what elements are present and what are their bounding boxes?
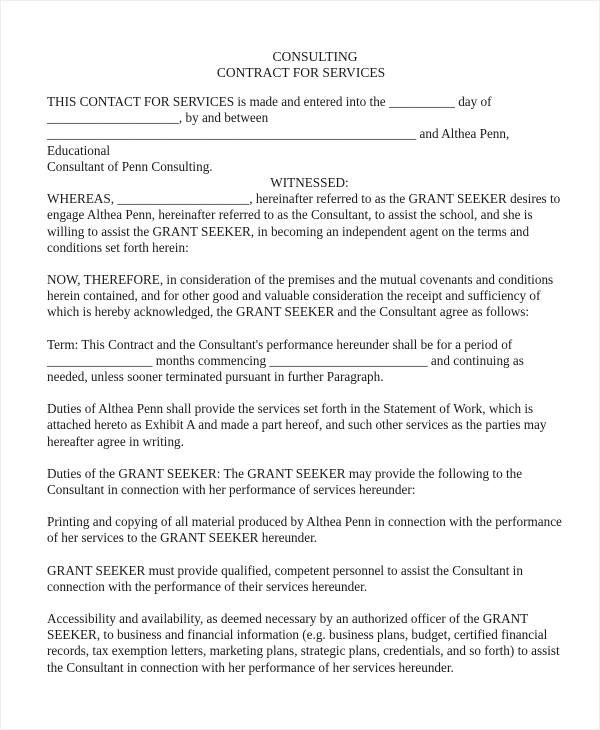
whereas-paragraph [47,191,562,256]
blank-party: ________________________________________________________ [47,126,417,142]
term-text: Term: This Contract and the Consultant's performance hereunder shall be for a period of [47,336,513,352]
blank-day: __________ [388,94,455,109]
printing-paragraph: Printing and copying of all material produced by Althea Penn in connection with the performance of her services to the GRANT SEEKER hereunder. [47,514,562,546]
whereas-text: , hereinafter referred to as the GRANT SEEKER desires to engage Althea Penn, hereinafter referred to as the Consultant, to assist the school, and she is willing to assist the GRANT SEEKER, in becoming an independent agent on the terms and conditions set forth herein: [47,191,561,255]
blank-commencing: ________________________ [269,352,428,368]
whereas-text: WHEREAS, [47,191,118,207]
blank-grant-seeker: ____________________ [117,191,250,207]
title-line-contract: CONTRACT FOR SERVICES [216,65,386,80]
duties-grant-paragraph: Duties of the GRANT SEEKER: The GRANT SEEKER may provide the following to the Consultant in connection with her performance of services hereunder: [47,465,523,498]
duties-penn-paragraph: Duties of Althea Penn shall provide the services set forth in the Statement of Work, which is attached hereto as Exhibit A and made a part hereof, and such other services as the parties may hereafter agree in writing. [47,401,547,449]
document-title [1,49,600,81]
intro-text: , by and between [178,110,269,126]
document-body [47,94,562,692]
intro-text: Consultant of Penn Consulting. [47,158,213,174]
now-therefore-paragraph: NOW, THEREFORE, in consideration of the premises and the mutual covenants and conditions herein contained, and for other good and valuable consideration the receipt and sufficiency of which is hereby acknowledged, the GRANT SEEKER and the Consultant agree as follows: [47,272,554,320]
term-text: and continuing as needed, unless sooner terminated pursuant in further Paragraph. [47,352,524,385]
intro-paragraph [47,94,562,175]
intro-text: day of [454,94,492,109]
personnel-paragraph: GRANT SEEKER must provide qualified, competent personnel to assist the Consultant in connection with the performance of their services hereunder. [47,562,523,594]
term-paragraph [47,337,562,386]
intro-text: and Althea Penn, Educational [47,126,510,158]
blank-month: ____________________ [47,110,179,126]
term-text: months commencing [152,352,270,368]
witnessed-heading: WITNESSED: [270,175,349,191]
intro-text: THIS CONTACT FOR SERVICES is made and entered into the [47,94,389,109]
accessibility-paragraph: Accessibility and availability, as deemed necessary by an authorized officer of the GRANT SEEKER, to business and financial information (e.g. business plans, budget, certified financial records, tax exemption letters, marketing plans, strategic plans, credentials, and so forth) to assist the Consultant in connection with her performance of her services hereunder. [47,611,560,675]
blank-months: ________________ [47,352,153,368]
title-line-consulting: CONSULTING [272,49,358,64]
